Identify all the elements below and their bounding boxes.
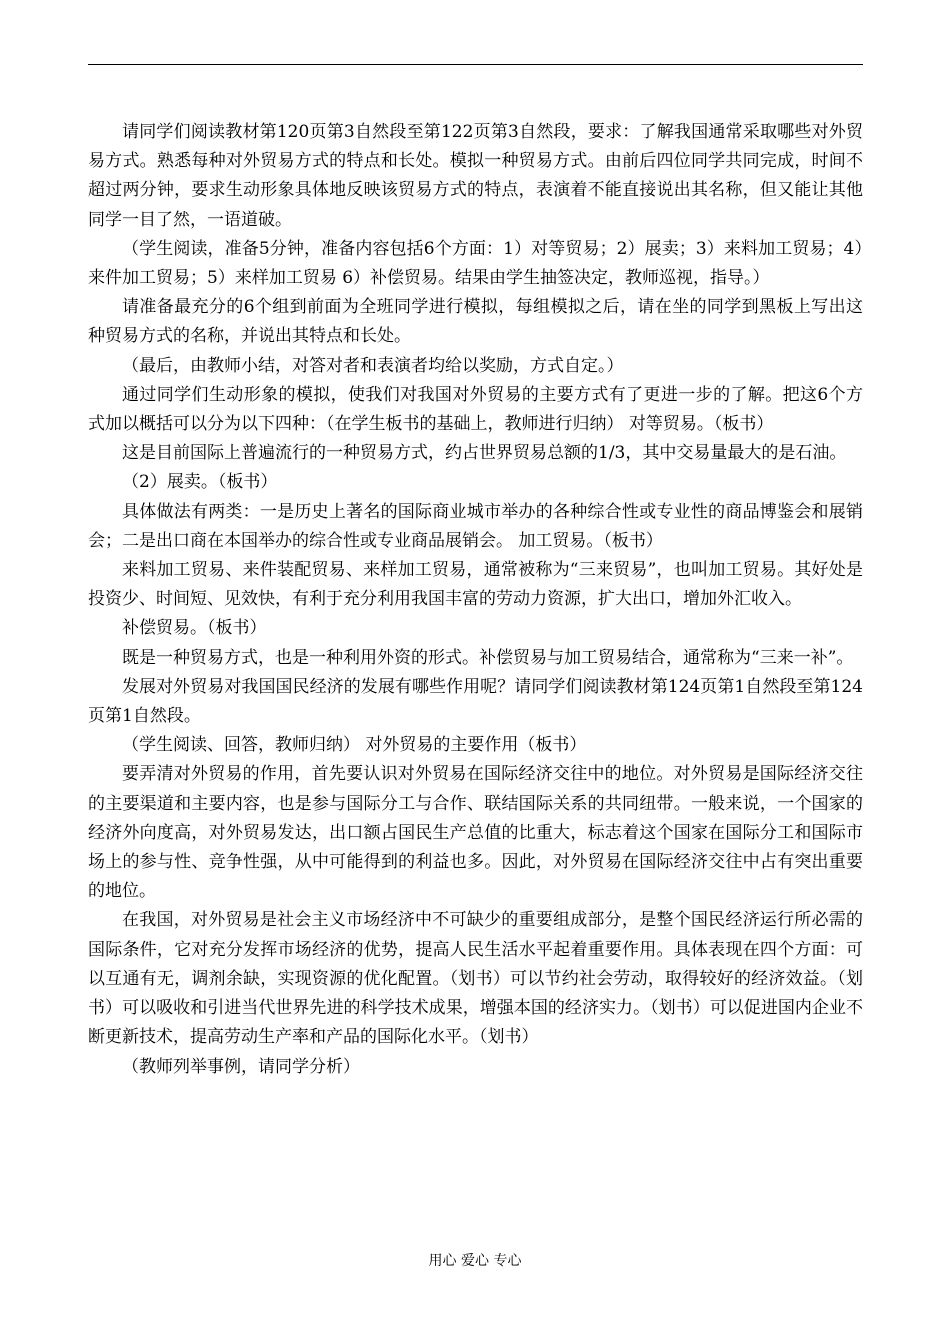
- paragraph-compensation-heading: 补偿贸易。（板书）: [122, 618, 267, 639]
- paragraph-barter-trade: 这是目前国际上普遍流行的一种贸易方式，约占世界贸易总额的1/3，其中交易量最大的是石油。: [122, 443, 847, 464]
- document-body: [88, 118, 863, 1082]
- paragraph-role-heading: （学生阅读、回答，教师归纳） 对外贸易的主要作用（板书）: [122, 735, 587, 756]
- paragraph-role-question: 发展对外贸易对我国国民经济的发展有哪些作用呢？请同学们阅读教材第124页第1自然段至第124页第1自然段。: [88, 676, 863, 727]
- paragraph-compensation-detail: 既是一种贸易方式，也是一种利用外资的形式。补偿贸易与加工贸易结合，通常称为“三来一补”。: [122, 647, 854, 668]
- page-footer: 用心 爱心 专心: [428, 1253, 522, 1269]
- paragraph-four-types: 通过同学们生动形象的模拟，使我们对我国对外贸易的主要方式有了更进一步的了解。把这6个方式加以概括可以分为以下四种：（在学生板书的基础上，教师进行归纳） 对等贸易。（板书）: [88, 384, 863, 435]
- paragraph-exhibition-detail: 具体做法有两类：一是历史上著名的国际商业城市举办的各种综合性或专业性的商品博鉴会和展销会；二是出口商在本国举办的综合性或专业商品展销会。 加工贸易。（板书）: [88, 501, 863, 551]
- paragraph-teacher-examples: （教师列举事例，请同学分析）: [122, 1056, 360, 1077]
- paragraph-trade-status: 要弄清对外贸易的作用，首先要认识对外贸易在国际经济交往中的地位。对外贸易是国际经济交往的主要渠道和主要内容，也是参与国际分工与合作、联结国际关系的共同纽带。一般来说，一个国家的经济外向度高，对外贸易发达，出口额占国民生产总值的比重大，标志着这个国家在国际分工和国际市场上的参与性、竞争性强，从中可能得到的利益也多。因此，对外贸易在国际经济交往中占有突出重要的地位。: [88, 764, 863, 902]
- paragraph-exhibition-heading: （2）展卖。（板书）: [122, 472, 278, 493]
- paragraph-trade-role-china: 在我国，对外贸易是社会主义市场经济中不可缺少的重要组成部分，是整个国民经济运行所必需的国际条件，它对充分发挥市场经济的优势，提高人民生活水平起着重要作用。具体表现在四个方面：可以互通有无，调剂余缺，实现资源的优化配置。（划书）可以节约社会劳动，取得较好的经济效益。（划书）可以吸收和引进当代世界先进的科学技术成果，增强本国的经济实力。（划书）可以促进国内企业不断更新技术，提高劳动生产率和产品的国际化水平。（划书）: [88, 910, 863, 1048]
- paragraph-teacher-summary: （最后，由教师小结，对答对者和表演者均给以奖励，方式自定。）: [122, 355, 624, 376]
- paragraph-processing-trade: 来料加工贸易、来件装配贸易、来样加工贸易，通常被称为“三来贸易”，也叫加工贸易。其好处是投资少、时间短、见效快，有利于充分利用我国丰富的劳动力资源，扩大出口，增加外汇收入。: [88, 560, 863, 610]
- paragraph-group-simulation: 请准备最充分的6个组到前面为全班同学进行模拟，每组模拟之后，请在坐的同学到黑板上写出这种贸易方式的名称，并说出其特点和长处。: [88, 297, 863, 347]
- paragraph-student-preparation: （学生阅读，准备5分钟，准备内容包括6个方面：1）对等贸易；2）展卖；3）来料加工贸易；4）来件加工贸易；5）来样加工贸易 6）补偿贸易。结果由学生抽签决定，教师巡视，指导。）: [88, 238, 863, 289]
- paragraph-reading-task: 请同学们阅读教材第120页第3自然段至第122页第3自然段，要求：了解我国通常采取哪些对外贸易方式。熟悉每种对外贸易方式的特点和长处。模拟一种贸易方式。由前后四位同学共同完成，时间不超过两分钟，要求生动形象具体地反映该贸易方式的特点，表演着不能直接说出其名称，但又能让其他同学一目了然，一语道破。: [88, 122, 863, 230]
- header-rule: [88, 64, 863, 65]
